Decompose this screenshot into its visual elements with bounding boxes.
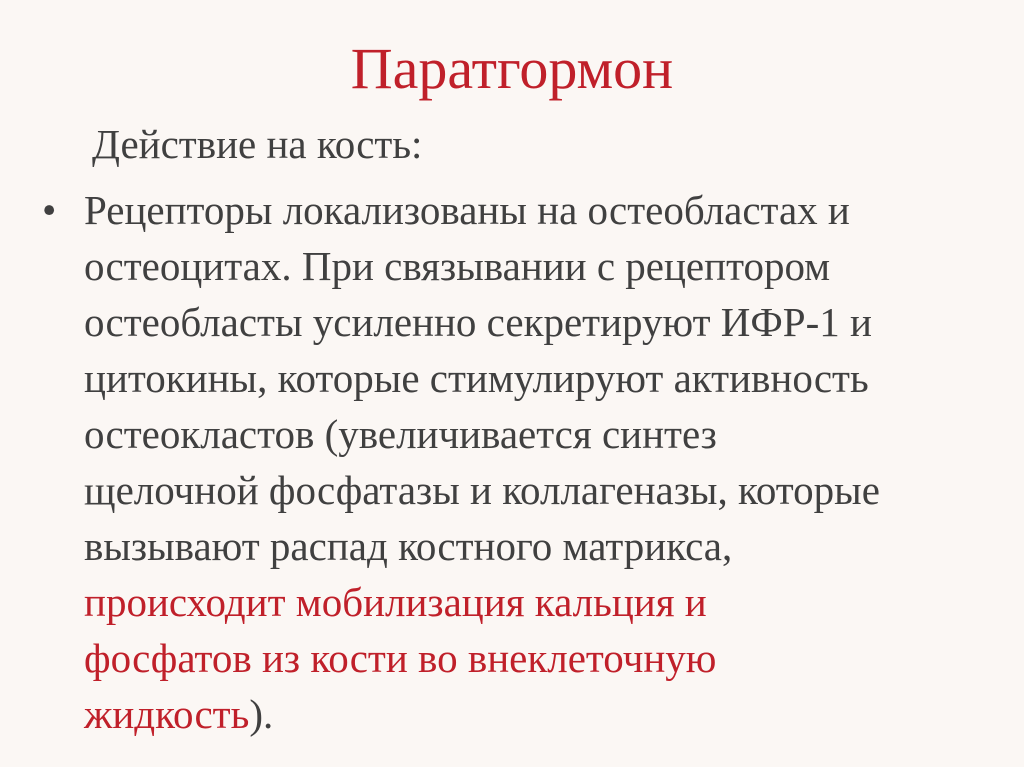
body-line: Рецепторы локализованы на остеобластах и <box>84 187 850 233</box>
final-line <box>84 686 984 742</box>
slide-subtitle: Действие на кость: <box>92 121 423 167</box>
bullet-text <box>84 182 984 742</box>
body-line: остеокластов (увеличивается синтез <box>84 411 717 457</box>
slide-title: Паратгормон <box>350 36 674 101</box>
body-line: щелочной фосфатазы и коллагеназы, которые <box>84 467 880 513</box>
body-line: остеоцитах. При связывании с рецептором <box>84 243 831 289</box>
closing-punctuation: ). <box>249 691 274 737</box>
highlighted-fragment: жидкость <box>84 691 250 737</box>
body-line: вызывают распад костного матрикса, <box>84 523 733 569</box>
body-line: остеобласты усиленно секретируют ИФР-1 и <box>84 299 872 345</box>
highlighted-line: происходит мобилизация кальция и <box>84 579 707 625</box>
highlighted-line: фосфатов из кости во внеклеточную <box>84 635 717 681</box>
bullet-marker: • <box>42 187 57 233</box>
body-line: цитокины, которые стимулируют активность <box>84 355 869 401</box>
